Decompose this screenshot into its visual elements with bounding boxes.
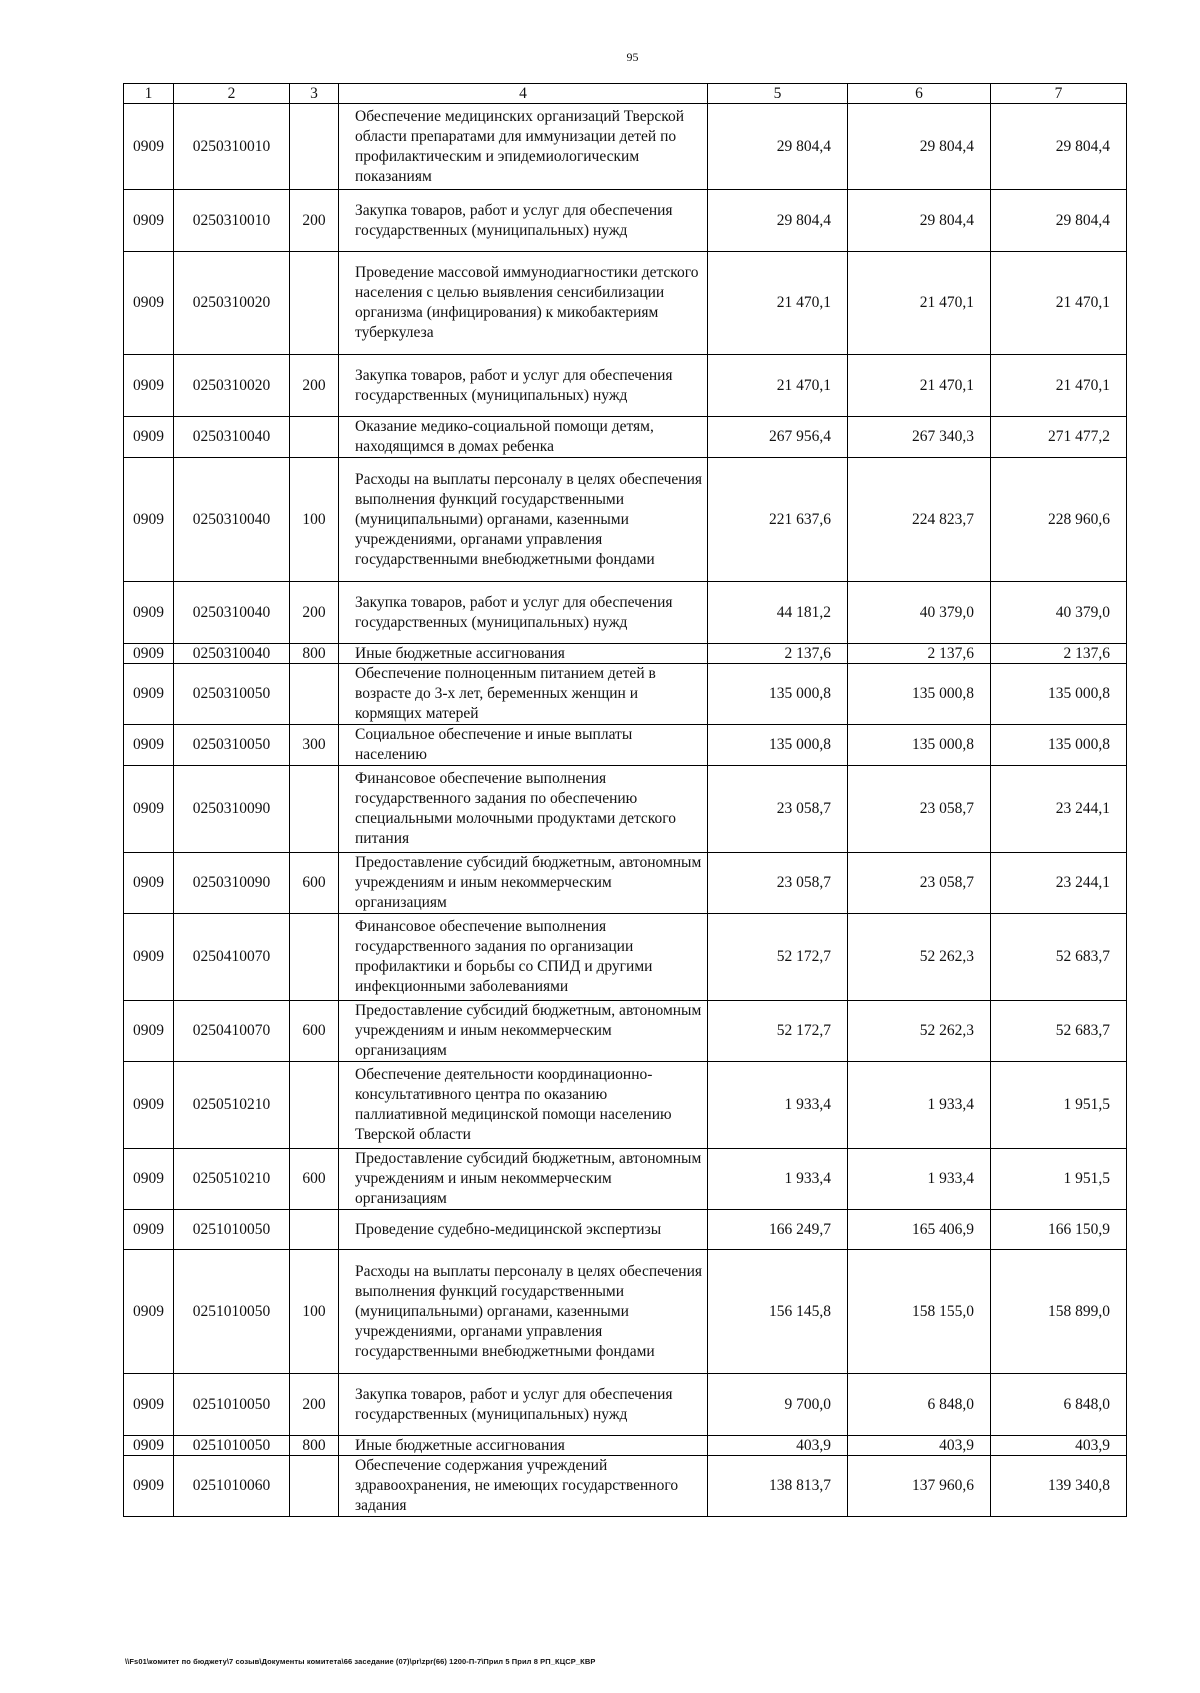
value-col7-cell: 29 804,4 (991, 104, 1127, 190)
csr-code-cell: 0250310040 (174, 644, 290, 664)
value-col6-cell: 403,9 (848, 1436, 991, 1456)
value-col6-cell: 21 470,1 (848, 252, 991, 355)
kvr-code-cell: 200 (290, 1374, 339, 1436)
value-col5-cell: 267 956,4 (708, 417, 848, 458)
item-name-cell: Финансовое обеспечение выполнения государственного задания по обеспечению специальными молочными продуктами детского питания (339, 766, 708, 853)
value-col7-cell: 158 899,0 (991, 1250, 1127, 1374)
table-row (124, 1149, 1127, 1210)
table-row (124, 664, 1127, 725)
value-col7-cell: 135 000,8 (991, 664, 1127, 725)
value-col7-cell: 52 683,7 (991, 914, 1127, 1001)
csr-code-cell: 0250510210 (174, 1062, 290, 1149)
kvr-code-cell (290, 417, 339, 458)
item-name-cell: Проведение массовой иммунодиагностики детского населения с целью выявления сенсибилизации организма (инфицирования) к микобактериям туберкулеза (339, 252, 708, 355)
item-name-cell: Предоставление субсидий бюджетным, автономным учреждениям и иным некоммерческим организациям (339, 1001, 708, 1062)
value-col7-cell: 403,9 (991, 1436, 1127, 1456)
kvr-code-cell: 800 (290, 1436, 339, 1456)
value-col7-cell: 1 951,5 (991, 1149, 1127, 1210)
value-col7-cell: 271 477,2 (991, 417, 1127, 458)
item-name-cell: Предоставление субсидий бюджетным, автономным учреждениям и иным некоммерческим организациям (339, 853, 708, 914)
table-row (124, 458, 1127, 582)
kvr-code-cell: 800 (290, 644, 339, 664)
kvr-code-cell (290, 1210, 339, 1250)
table-row (124, 644, 1127, 664)
section-cell: 0909 (124, 355, 174, 417)
table-row (124, 1436, 1127, 1456)
value-col5-cell: 21 470,1 (708, 355, 848, 417)
table-row (124, 853, 1127, 914)
kvr-code-cell: 200 (290, 582, 339, 644)
table-row (124, 914, 1127, 1001)
value-col7-cell: 135 000,8 (991, 725, 1127, 766)
value-col5-cell: 156 145,8 (708, 1250, 848, 1374)
kvr-code-cell: 300 (290, 725, 339, 766)
kvr-code-cell: 100 (290, 1250, 339, 1374)
section-cell: 0909 (124, 458, 174, 582)
value-col6-cell: 6 848,0 (848, 1374, 991, 1436)
section-cell: 0909 (124, 1062, 174, 1149)
value-col5-cell: 44 181,2 (708, 582, 848, 644)
section-cell: 0909 (124, 914, 174, 1001)
value-col5-cell: 52 172,7 (708, 1001, 848, 1062)
csr-code-cell: 0250310090 (174, 766, 290, 853)
value-col5-cell: 138 813,7 (708, 1456, 848, 1517)
value-col5-cell: 1 933,4 (708, 1062, 848, 1149)
table-row (124, 1210, 1127, 1250)
table-row (124, 190, 1127, 252)
section-cell: 0909 (124, 582, 174, 644)
value-col6-cell: 1 933,4 (848, 1149, 991, 1210)
item-name-cell: Обеспечение деятельности координационно-консультативного центра по оказанию паллиативной медицинской помощи населению Тверской области (339, 1062, 708, 1149)
kvr-code-cell: 200 (290, 355, 339, 417)
csr-code-cell: 0251010050 (174, 1436, 290, 1456)
header-row (124, 84, 1127, 104)
section-cell: 0909 (124, 644, 174, 664)
item-name-cell: Закупка товаров, работ и услуг для обеспечения государственных (муниципальных) нужд (339, 355, 708, 417)
csr-code-cell: 0250310040 (174, 458, 290, 582)
value-col7-cell: 23 244,1 (991, 853, 1127, 914)
column-header: 6 (848, 84, 991, 104)
item-name-cell: Обеспечение медицинских организаций Тверской области препаратами для иммунизации детей по профилактическим и эпидемиологическим показаниям (339, 104, 708, 190)
value-col5-cell: 135 000,8 (708, 725, 848, 766)
value-col5-cell: 23 058,7 (708, 766, 848, 853)
footer-file-path: \\Fs01\комитет по бюджету\7 созыв\Документы комитета\66 заседание (07)\pr\zpr(66) 1200-П-7\Прил 5 Прил 8 РП_КЦСР_КВР (125, 1657, 596, 1666)
section-cell: 0909 (124, 1149, 174, 1210)
value-col6-cell: 135 000,8 (848, 664, 991, 725)
kvr-code-cell (290, 664, 339, 725)
value-col7-cell: 6 848,0 (991, 1374, 1127, 1436)
section-cell: 0909 (124, 664, 174, 725)
value-col6-cell: 267 340,3 (848, 417, 991, 458)
value-col6-cell: 52 262,3 (848, 1001, 991, 1062)
value-col6-cell: 29 804,4 (848, 190, 991, 252)
value-col7-cell: 23 244,1 (991, 766, 1127, 853)
item-name-cell: Расходы на выплаты персоналу в целях обеспечения выполнения функций государственными (муниципальными) органами, казенными учреждениями, органами управления государственными внебюджетными фондами (339, 458, 708, 582)
value-col5-cell: 403,9 (708, 1436, 848, 1456)
value-col7-cell: 21 470,1 (991, 252, 1127, 355)
value-col7-cell: 29 804,4 (991, 190, 1127, 252)
value-col7-cell: 52 683,7 (991, 1001, 1127, 1062)
value-col6-cell: 29 804,4 (848, 104, 991, 190)
section-cell: 0909 (124, 853, 174, 914)
kvr-code-cell: 600 (290, 1149, 339, 1210)
csr-code-cell: 0250510210 (174, 1149, 290, 1210)
item-name-cell: Социальное обеспечение и иные выплаты населению (339, 725, 708, 766)
section-cell: 0909 (124, 725, 174, 766)
csr-code-cell: 0250310010 (174, 190, 290, 252)
table-row (124, 725, 1127, 766)
table-row (124, 355, 1127, 417)
kvr-code-cell: 600 (290, 1001, 339, 1062)
section-cell: 0909 (124, 766, 174, 853)
value-col6-cell: 135 000,8 (848, 725, 991, 766)
value-col6-cell: 23 058,7 (848, 766, 991, 853)
value-col5-cell: 166 249,7 (708, 1210, 848, 1250)
section-cell: 0909 (124, 104, 174, 190)
value-col6-cell: 1 933,4 (848, 1062, 991, 1149)
csr-code-cell: 0250310040 (174, 582, 290, 644)
csr-code-cell: 0250310010 (174, 104, 290, 190)
table-row (124, 252, 1127, 355)
value-col6-cell: 40 379,0 (848, 582, 991, 644)
kvr-code-cell (290, 1456, 339, 1517)
table-row (124, 1001, 1127, 1062)
csr-code-cell: 0250310050 (174, 725, 290, 766)
value-col7-cell: 228 960,6 (991, 458, 1127, 582)
kvr-code-cell (290, 1062, 339, 1149)
table-row (124, 1374, 1127, 1436)
column-header: 3 (290, 84, 339, 104)
section-cell: 0909 (124, 1250, 174, 1374)
table-row (124, 1456, 1127, 1517)
item-name-cell: Обеспечение полноценным питанием детей в возрасте до 3-х лет, беременных женщин и кормящих матерей (339, 664, 708, 725)
section-cell: 0909 (124, 252, 174, 355)
value-col6-cell: 158 155,0 (848, 1250, 991, 1374)
section-cell: 0909 (124, 1001, 174, 1062)
item-name-cell: Финансовое обеспечение выполнения государственного задания по организации профилактики и борьбы со СПИД и другими инфекционными заболеваниями (339, 914, 708, 1001)
value-col5-cell: 1 933,4 (708, 1149, 848, 1210)
item-name-cell: Проведение судебно-медицинской экспертизы (339, 1210, 708, 1250)
csr-code-cell: 0250310020 (174, 252, 290, 355)
value-col6-cell: 2 137,6 (848, 644, 991, 664)
item-name-cell: Закупка товаров, работ и услуг для обеспечения государственных (муниципальных) нужд (339, 582, 708, 644)
csr-code-cell: 0250410070 (174, 1001, 290, 1062)
item-name-cell: Оказание медико-социальной помощи детям, находящимся в домах ребенка (339, 417, 708, 458)
table-row (124, 1250, 1127, 1374)
kvr-code-cell (290, 766, 339, 853)
item-name-cell: Закупка товаров, работ и услуг для обеспечения государственных (муниципальных) нужд (339, 1374, 708, 1436)
csr-code-cell: 0250310040 (174, 417, 290, 458)
csr-code-cell: 0251010060 (174, 1456, 290, 1517)
csr-code-cell: 0251010050 (174, 1210, 290, 1250)
item-name-cell: Расходы на выплаты персоналу в целях обеспечения выполнения функций государственными (муниципальными) органами, казенными учреждениями, органами управления государственными внебюджетными фондами (339, 1250, 708, 1374)
kvr-code-cell: 200 (290, 190, 339, 252)
column-header: 4 (339, 84, 708, 104)
kvr-code-cell: 600 (290, 853, 339, 914)
section-cell: 0909 (124, 1456, 174, 1517)
csr-code-cell: 0250310020 (174, 355, 290, 417)
section-cell: 0909 (124, 417, 174, 458)
csr-code-cell: 0250410070 (174, 914, 290, 1001)
table-row (124, 1062, 1127, 1149)
value-col5-cell: 9 700,0 (708, 1374, 848, 1436)
value-col6-cell: 21 470,1 (848, 355, 991, 417)
column-header: 2 (174, 84, 290, 104)
column-header: 5 (708, 84, 848, 104)
value-col5-cell: 21 470,1 (708, 252, 848, 355)
value-col6-cell: 23 058,7 (848, 853, 991, 914)
kvr-code-cell: 100 (290, 458, 339, 582)
value-col7-cell: 2 137,6 (991, 644, 1127, 664)
page-number: 95 (626, 50, 639, 64)
item-name-cell: Предоставление субсидий бюджетным, автономным учреждениям и иным некоммерческим организациям (339, 1149, 708, 1210)
table-row (124, 104, 1127, 190)
value-col6-cell: 165 406,9 (848, 1210, 991, 1250)
value-col5-cell: 135 000,8 (708, 664, 848, 725)
value-col5-cell: 29 804,4 (708, 190, 848, 252)
kvr-code-cell (290, 914, 339, 1001)
section-cell: 0909 (124, 1374, 174, 1436)
value-col7-cell: 1 951,5 (991, 1062, 1127, 1149)
value-col7-cell: 21 470,1 (991, 355, 1127, 417)
table-row (124, 766, 1127, 853)
table-row (124, 582, 1127, 644)
value-col5-cell: 221 637,6 (708, 458, 848, 582)
table-body (124, 84, 1127, 1517)
table-row (124, 417, 1127, 458)
item-name-cell: Иные бюджетные ассигнования (339, 1436, 708, 1456)
value-col7-cell: 40 379,0 (991, 582, 1127, 644)
csr-code-cell: 0250310090 (174, 853, 290, 914)
item-name-cell: Закупка товаров, работ и услуг для обеспечения государственных (муниципальных) нужд (339, 190, 708, 252)
section-cell: 0909 (124, 1436, 174, 1456)
value-col7-cell: 139 340,8 (991, 1456, 1127, 1517)
csr-code-cell: 0251010050 (174, 1374, 290, 1436)
value-col5-cell: 29 804,4 (708, 104, 848, 190)
section-cell: 0909 (124, 1210, 174, 1250)
value-col6-cell: 137 960,6 (848, 1456, 991, 1517)
value-col5-cell: 52 172,7 (708, 914, 848, 1001)
kvr-code-cell (290, 104, 339, 190)
column-header: 7 (991, 84, 1127, 104)
csr-code-cell: 0250310050 (174, 664, 290, 725)
value-col6-cell: 52 262,3 (848, 914, 991, 1001)
value-col6-cell: 224 823,7 (848, 458, 991, 582)
item-name-cell: Иные бюджетные ассигнования (339, 644, 708, 664)
value-col5-cell: 2 137,6 (708, 644, 848, 664)
kvr-code-cell (290, 252, 339, 355)
budget-table (123, 83, 1127, 1517)
value-col5-cell: 23 058,7 (708, 853, 848, 914)
csr-code-cell: 0251010050 (174, 1250, 290, 1374)
item-name-cell: Обеспечение содержания учреждений здравоохранения, не имеющих государственного задания (339, 1456, 708, 1517)
value-col7-cell: 166 150,9 (991, 1210, 1127, 1250)
column-header: 1 (124, 84, 174, 104)
section-cell: 0909 (124, 190, 174, 252)
